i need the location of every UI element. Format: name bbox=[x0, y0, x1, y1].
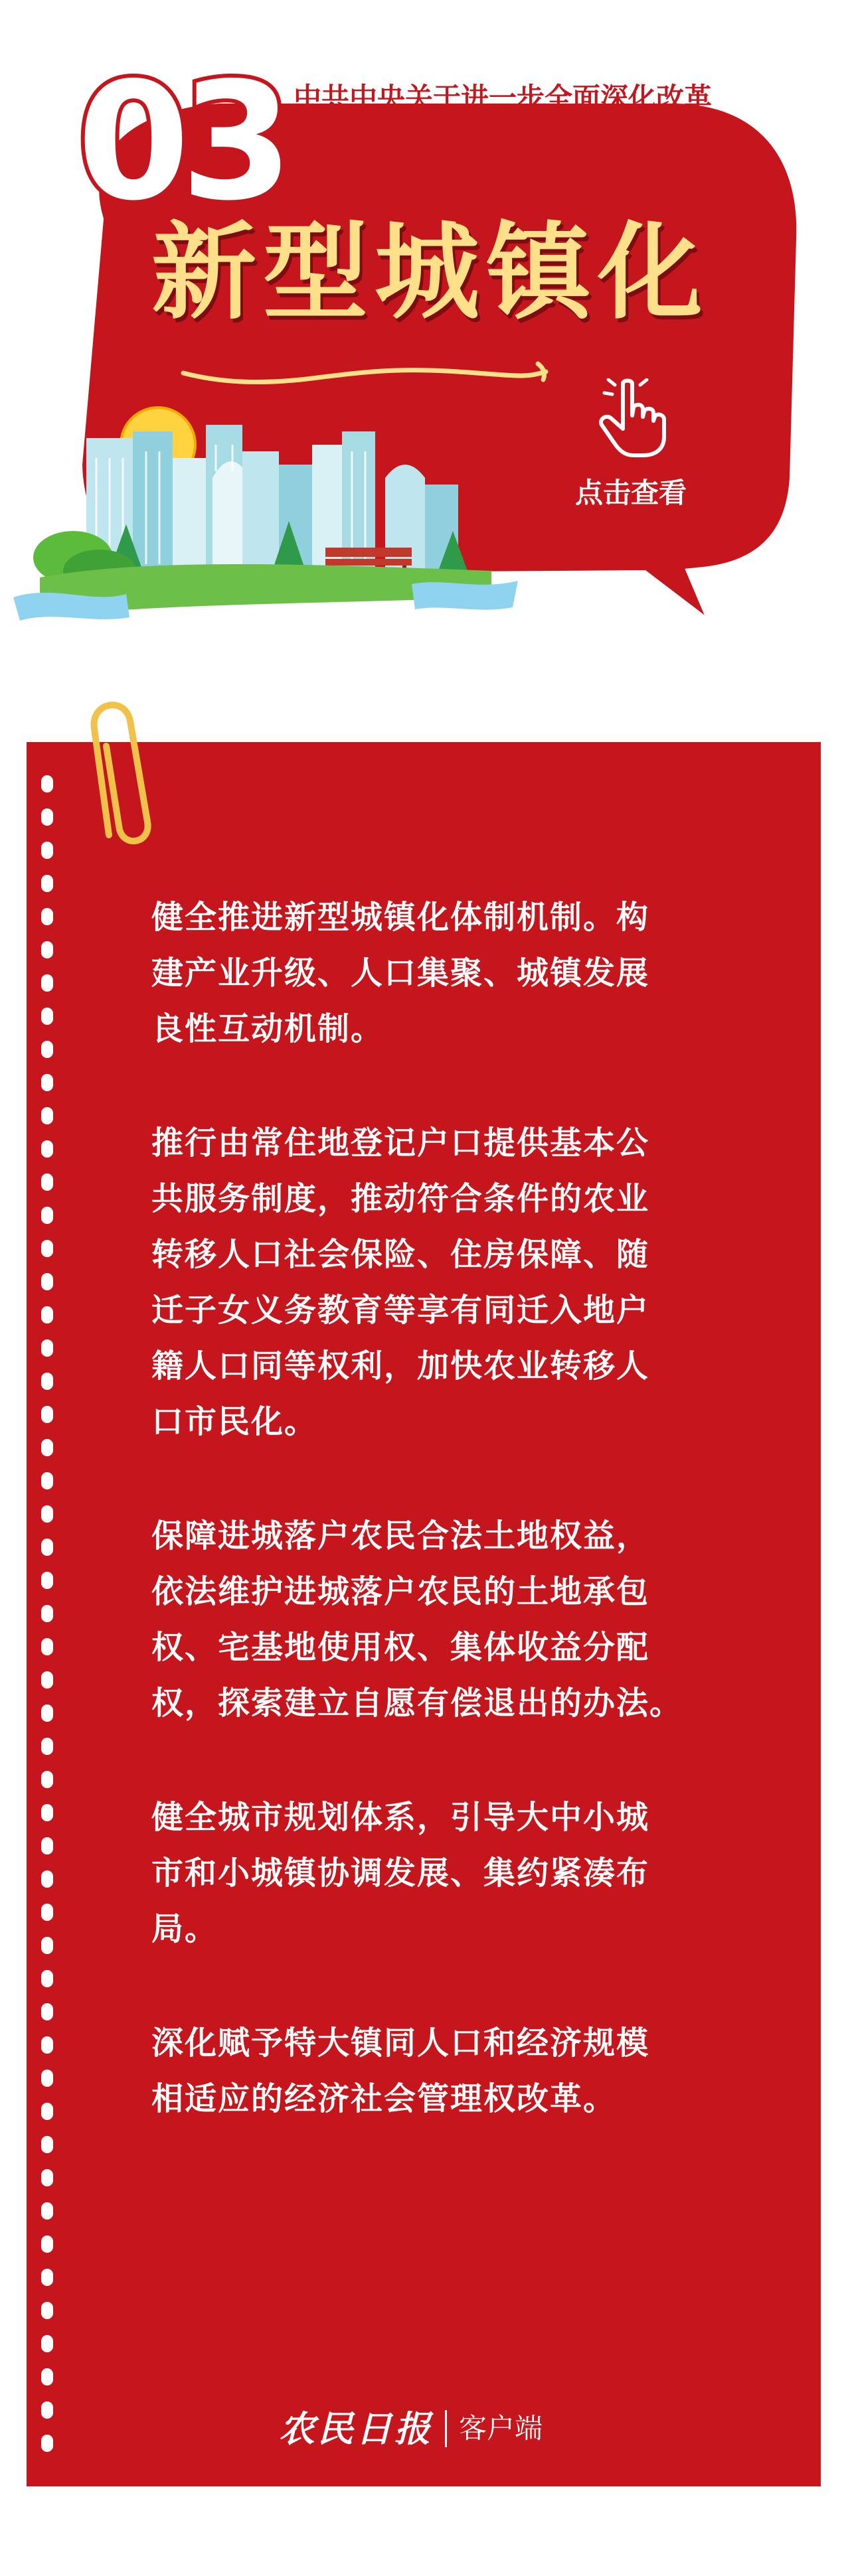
paragraph-line: 推行由常住地登记户口提供基本公 bbox=[151, 1124, 650, 1162]
paragraph-line: 口市民化。 bbox=[151, 1403, 318, 1440]
binder-hole bbox=[41, 1207, 53, 1224]
paragraph-line: 良性互动机制。 bbox=[151, 1010, 384, 1047]
footer-divider bbox=[445, 2410, 447, 2447]
binder-hole bbox=[41, 2003, 53, 2020]
binder-hole bbox=[41, 1008, 53, 1025]
binder-hole bbox=[41, 1804, 53, 1821]
binder-hole bbox=[41, 2036, 53, 2054]
binder-hole bbox=[41, 1074, 53, 1091]
paragraph-line: 相适应的经济社会管理权改革。 bbox=[151, 2080, 617, 2117]
main-title: 新型城镇化 bbox=[151, 212, 709, 334]
binder-hole bbox=[41, 1937, 53, 1954]
binder-hole bbox=[41, 1472, 53, 1489]
binder-hole bbox=[41, 1638, 53, 1655]
paragraph-line: 转移人口社会保险、住房保障、随 bbox=[151, 1236, 650, 1273]
binder-hole bbox=[41, 974, 53, 992]
binder-hole bbox=[41, 1771, 53, 1788]
binder-hole bbox=[41, 1373, 53, 1390]
paragraph-line: 建产业升级、人口集聚、城镇发展 bbox=[151, 954, 650, 992]
wavy-underline-decoration bbox=[179, 358, 551, 392]
binder-hole bbox=[41, 1671, 53, 1689]
binder-hole bbox=[41, 1339, 53, 1357]
newspaper-logo: 农民日报 bbox=[279, 2407, 433, 2450]
binder-hole bbox=[41, 1140, 53, 1158]
paragraph-3 bbox=[151, 1508, 756, 1731]
binder-hole bbox=[41, 2202, 53, 2220]
binder-hole bbox=[41, 2235, 53, 2253]
document-subtitle bbox=[294, 80, 772, 154]
paragraph-line: 权、宅基地使用权、集体收益分配 bbox=[151, 1629, 650, 1666]
binder-hole bbox=[41, 1904, 53, 1921]
paragraph-2 bbox=[151, 1115, 756, 1450]
paragraph-line: 依法维护进城落户农民的土地承包 bbox=[151, 1573, 650, 1610]
paragraph-line: 权，探索建立自愿有偿退出的办法。 bbox=[151, 1685, 683, 1722]
binder-hole bbox=[41, 2103, 53, 2120]
binder-hole bbox=[41, 1837, 53, 1855]
paperclip-icon bbox=[78, 689, 165, 855]
footer-brand bbox=[279, 2405, 543, 2452]
section-number: 03 bbox=[77, 48, 284, 236]
binder-hole bbox=[41, 875, 53, 892]
binder-hole bbox=[41, 2401, 53, 2419]
binder-hole bbox=[41, 1406, 53, 1423]
subtitle-line-1: 中共中央关于进一步全面深化改革 bbox=[294, 82, 713, 114]
binder-hole bbox=[41, 2136, 53, 2153]
paragraph-4 bbox=[151, 1789, 756, 1957]
paragraph-line: 健全城市规划体系，引导大中小城 bbox=[151, 1799, 650, 1836]
binder-hole bbox=[41, 2302, 53, 2319]
paragraph-line: 保障进城落户农民合法土地权益， bbox=[151, 1517, 650, 1554]
click-to-view-label: 点击查看 bbox=[574, 477, 687, 509]
paragraph-1 bbox=[151, 889, 756, 1057]
paragraph-line: 健全推进新型城镇化体制机制。构 bbox=[151, 899, 650, 936]
binder-hole bbox=[41, 1273, 53, 1290]
client-label: 客户端 bbox=[459, 2412, 543, 2445]
paragraph-line: 市和小城镇协调发展、集约紧凑布 bbox=[151, 1855, 650, 1892]
binder-hole bbox=[41, 1605, 53, 1622]
binder-hole bbox=[41, 808, 53, 826]
binder-hole bbox=[41, 2435, 53, 2452]
binder-hole bbox=[41, 1439, 53, 1456]
binder-hole bbox=[41, 1970, 53, 1987]
binder-hole bbox=[41, 1041, 53, 1058]
binder-hole bbox=[41, 2269, 53, 2286]
binder-hole bbox=[41, 1505, 53, 1523]
binder-hole bbox=[41, 1174, 53, 1191]
paragraph-line: 迁子女义务教育等享有同迁入地户 bbox=[151, 1292, 650, 1329]
binder-hole bbox=[41, 908, 53, 925]
subtitle-line-2: 推进中国式现代化的决定 bbox=[294, 119, 601, 151]
binder-hole bbox=[41, 1539, 53, 1556]
paragraph-line: 局。 bbox=[151, 1910, 218, 1947]
header bbox=[0, 0, 850, 637]
binder-holes-decoration bbox=[27, 750, 66, 2476]
click-to-view-button[interactable] bbox=[558, 378, 704, 524]
binder-hole bbox=[41, 941, 53, 958]
paragraph-line: 籍人口同等权利，加快农业转移人 bbox=[151, 1347, 650, 1385]
binder-hole bbox=[41, 1240, 53, 1257]
binder-hole bbox=[41, 2070, 53, 2087]
cityscape-illustration bbox=[13, 405, 518, 624]
binder-hole bbox=[41, 1705, 53, 1722]
binder-hole bbox=[41, 842, 53, 859]
binder-hole bbox=[41, 1572, 53, 1589]
paragraph-5 bbox=[151, 2015, 756, 2127]
paragraph-line: 共服务制度，推动符合条件的农业 bbox=[151, 1180, 650, 1217]
binder-hole bbox=[41, 2169, 53, 2186]
binder-hole bbox=[41, 775, 53, 793]
binder-hole bbox=[41, 1306, 53, 1324]
policy-content bbox=[151, 889, 756, 2185]
binder-hole bbox=[41, 2335, 53, 2352]
paragraph-line: 深化赋予特大镇同人口和经济规模 bbox=[151, 2024, 650, 2062]
binder-hole bbox=[41, 1870, 53, 1888]
binder-hole bbox=[41, 1738, 53, 1755]
pointing-hand-icon bbox=[596, 378, 669, 458]
binder-hole bbox=[41, 1107, 53, 1124]
binder-hole bbox=[41, 2368, 53, 2386]
